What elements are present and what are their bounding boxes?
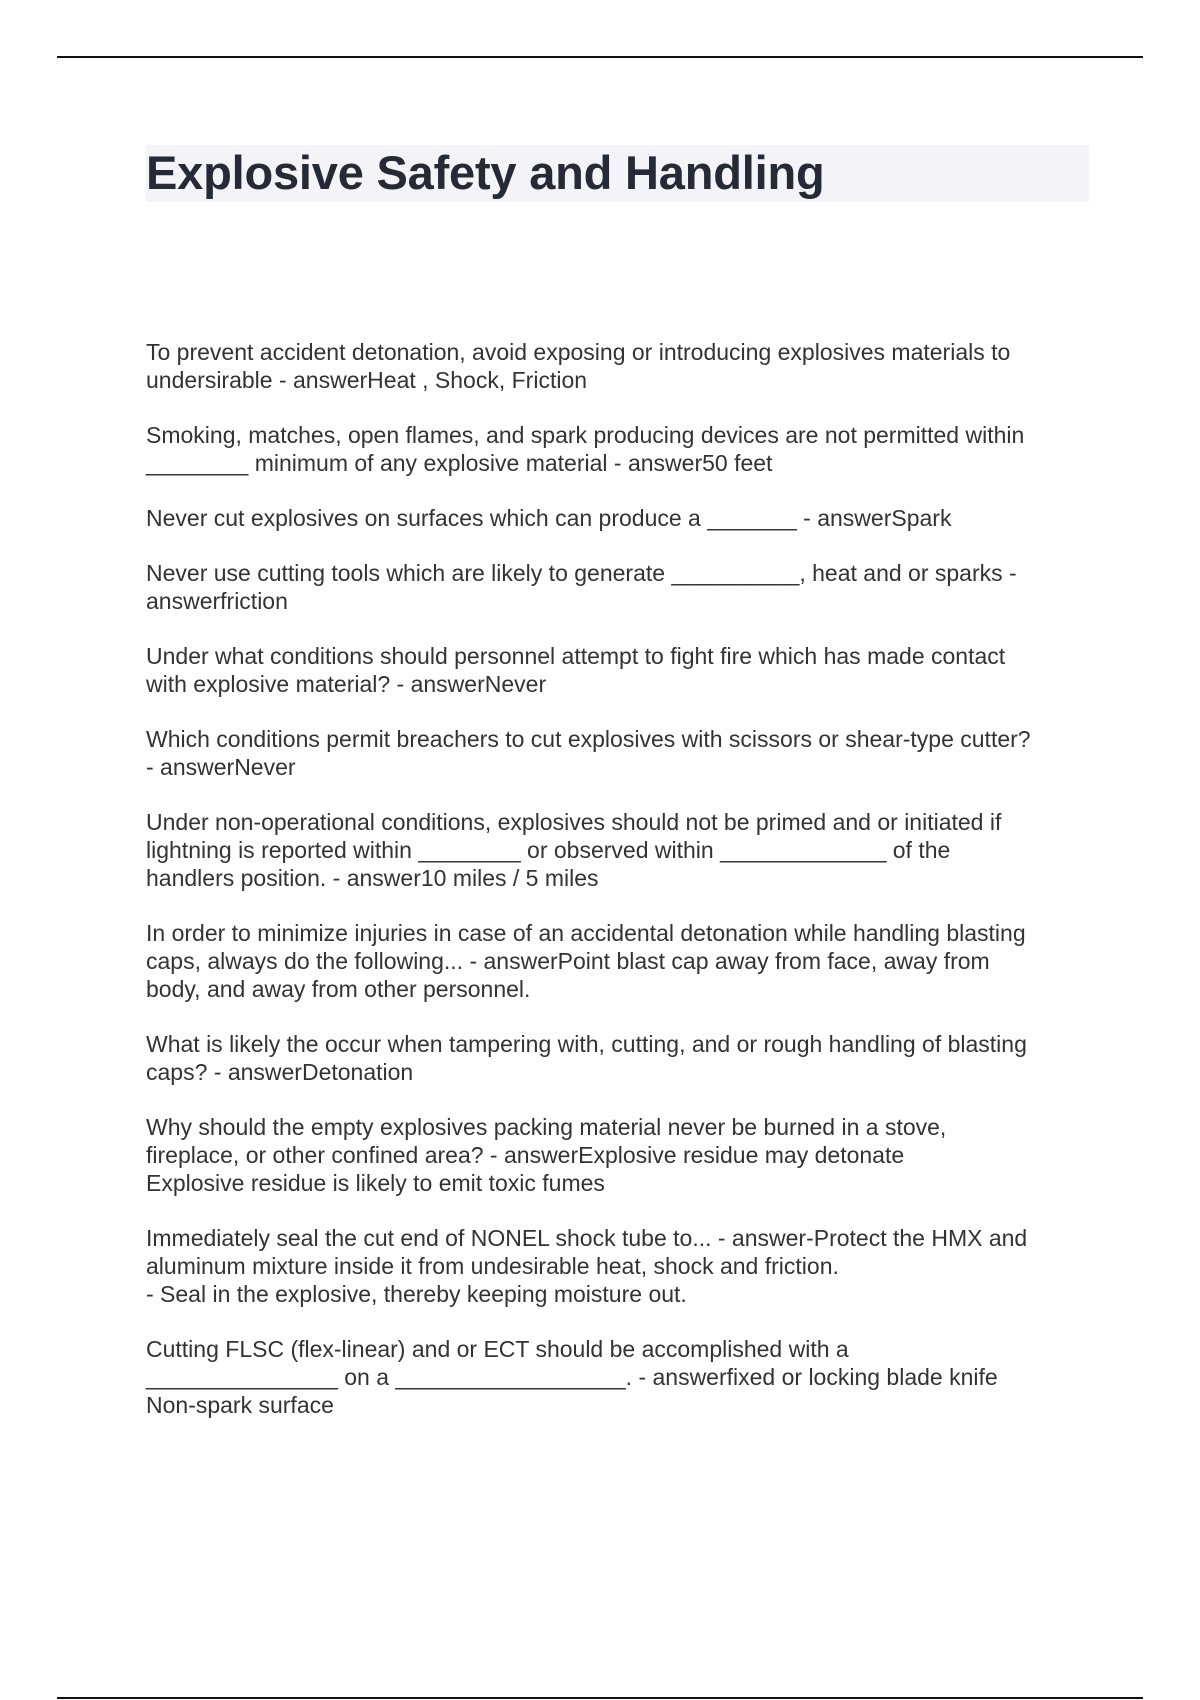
- qa-item: [146, 642, 1096, 698]
- qa-list: [146, 338, 1096, 1446]
- qa-item: [146, 725, 1096, 781]
- qa-item: [146, 1224, 1096, 1308]
- qa-line: caps, always do the following... - answerPoint blast cap away from face, away from: [146, 948, 990, 974]
- qa-line: Which conditions permit breachers to cut explosives with scissors or shear-type cutter?: [146, 726, 1031, 752]
- qa-line: In order to minimize injuries in case of an accidental detonation while handling blasting: [146, 920, 1026, 946]
- qa-line: Smoking, matches, open flames, and spark producing devices are not permitted within: [146, 422, 1025, 448]
- qa-line: _______________ on a __________________. - answerfixed or locking blade knife: [146, 1364, 998, 1390]
- qa-line: Non-spark surface: [146, 1392, 334, 1418]
- qa-item: [146, 338, 1096, 394]
- qa-line: What is likely the occur when tampering with, cutting, and or rough handling of blasting: [146, 1031, 1027, 1057]
- bottom-divider: [57, 1697, 1143, 1699]
- qa-item: [146, 919, 1096, 1003]
- qa-line: Immediately seal the cut end of NONEL shock tube to... - answer-Protect the HMX and: [146, 1225, 1028, 1251]
- qa-item: [146, 504, 1096, 532]
- qa-line: undersirable - answerHeat , Shock, Friction: [146, 367, 588, 393]
- qa-line: aluminum mixture inside it from undesirable heat, shock and friction.: [146, 1253, 839, 1279]
- qa-line: ________ minimum of any explosive material - answer50 feet: [146, 450, 773, 476]
- qa-line: with explosive material? - answerNever: [146, 671, 547, 697]
- qa-line: To prevent accident detonation, avoid exposing or introducing explosives materials to: [146, 339, 1011, 365]
- qa-item: [146, 421, 1096, 477]
- qa-line: Never cut explosives on surfaces which can produce a _______ - answerSpark: [146, 505, 952, 531]
- qa-line: - Seal in the explosive, thereby keeping moisture out.: [146, 1281, 687, 1307]
- qa-item: [146, 1113, 1096, 1197]
- qa-item: [146, 1335, 1096, 1419]
- qa-item: [146, 808, 1096, 892]
- top-divider: [57, 56, 1143, 58]
- qa-line: fireplace, or other confined area? - answerExplosive residue may detonate: [146, 1142, 905, 1168]
- qa-item: [146, 559, 1096, 615]
- qa-line: Cutting FLSC (flex-linear) and or ECT should be accomplished with a: [146, 1336, 849, 1362]
- qa-line: lightning is reported within ________ or observed within _____________ of the: [146, 837, 951, 863]
- qa-item: [146, 1030, 1096, 1086]
- qa-line: answerfriction: [146, 588, 288, 614]
- qa-line: Under non-operational conditions, explosives should not be primed and or initiated if: [146, 809, 1002, 835]
- qa-line: Never use cutting tools which are likely to generate __________, heat and or sparks -: [146, 560, 1017, 586]
- qa-line: Under what conditions should personnel attempt to fight fire which has made contact: [146, 643, 1006, 669]
- qa-line: - answerNever: [146, 754, 296, 780]
- qa-line: caps? - answerDetonation: [146, 1059, 414, 1085]
- page-title: Explosive Safety and Handling: [146, 146, 825, 199]
- qa-line: Explosive residue is likely to emit toxic fumes: [146, 1170, 605, 1196]
- qa-line: body, and away from other personnel.: [146, 976, 531, 1002]
- qa-line: handlers position. - answer10 miles / 5 miles: [146, 865, 599, 891]
- qa-line: Why should the empty explosives packing material never be burned in a stove,: [146, 1114, 947, 1140]
